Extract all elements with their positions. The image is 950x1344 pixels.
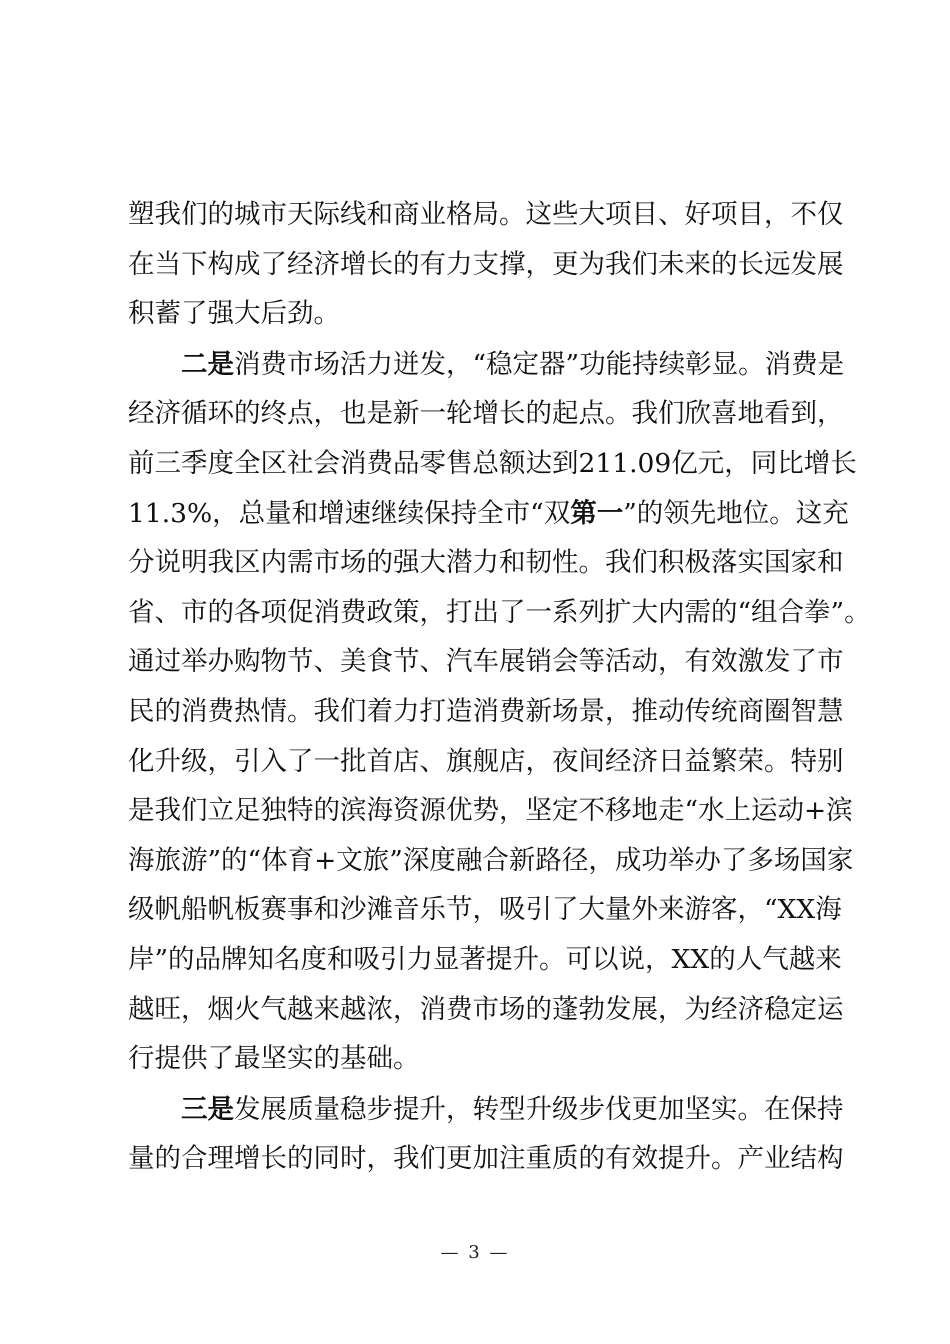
text-line: 塑我们的城市天际线和商业格局。这些大项目、好项目，不仅 xyxy=(128,199,844,230)
paragraph-three-first-line xyxy=(128,1085,844,1135)
text-line: 民的消费热情。我们着力打造消费新场景，推动传统商圈智慧 xyxy=(128,695,844,727)
text-line: 级帆船帆板赛事和沙滩音乐节，吸引了大量外来游客，“XX海 xyxy=(128,894,842,926)
text-segment: ”的领先地位。这充 xyxy=(623,497,849,529)
text-line: 在当下构成了经济增长的有力支撑，更为我们未来的长远发展 xyxy=(128,248,844,280)
text-line: 化升级，引入了一批首店、旗舰店，夜间经济日益繁荣。特别 xyxy=(128,745,844,777)
text-line: 积蓄了强大后劲。 xyxy=(128,298,340,330)
paragraph-lead-bold: 二是 xyxy=(181,348,234,380)
text-line-with-emphasis xyxy=(128,489,849,539)
page-number: — 3 — xyxy=(440,1242,510,1263)
text-line: 量的合理增长的同时，我们更加注重质的有效提升。产业结构 xyxy=(128,1143,844,1175)
paragraph-lead-bold: 三是 xyxy=(181,1093,234,1125)
text-line: 通过举办购物节、美食节、汽车展销会等活动，有效激发了市 xyxy=(128,646,844,678)
paragraph-lead-rest: 消费市场活力迸发，“稳定器”功能持续彰显。消费是 xyxy=(234,348,845,380)
body-text xyxy=(128,190,871,1184)
text-line: 是我们立足独特的滨海资源优势，坚定不移地走“水上运动+滨 xyxy=(128,795,853,827)
text-segment: 11.3%，总量和增速继续保持全市“双 xyxy=(128,497,571,529)
emphasis-text: 第一 xyxy=(570,497,624,529)
text-line: 海旅游”的“体育+文旅”深度融合新路径，成功举办了多场国家 xyxy=(128,844,854,876)
text-line: 分说明我区内需市场的强大潜力和韧性。我们积极落实国家和 xyxy=(128,547,844,579)
text-line: 前三季度全区社会消费品零售总额达到211.09亿元，同比增长 xyxy=(128,447,857,479)
text-line: 岸”的品牌知名度和吸引力显著提升。可以说，XX的人气越来 xyxy=(128,943,842,975)
text-line: 行提供了最坚实的基础。 xyxy=(128,1043,420,1075)
text-line: 越旺，烟火气越来越浓，消费市场的蓬勃发展，为经济稳定运 xyxy=(128,993,844,1025)
paragraph-lead-rest: 发展质量稳步提升，转型升级步伐更加坚实。在保持 xyxy=(234,1093,844,1125)
text-line: 经济循环的终点，也是新一轮增长的起点。我们欣喜地看到， xyxy=(128,398,844,430)
text-line: 省、市的各项促消费政策，打出了一系列扩大内需的“组合拳”。 xyxy=(128,596,871,628)
paragraph-two-first-line xyxy=(128,340,845,390)
